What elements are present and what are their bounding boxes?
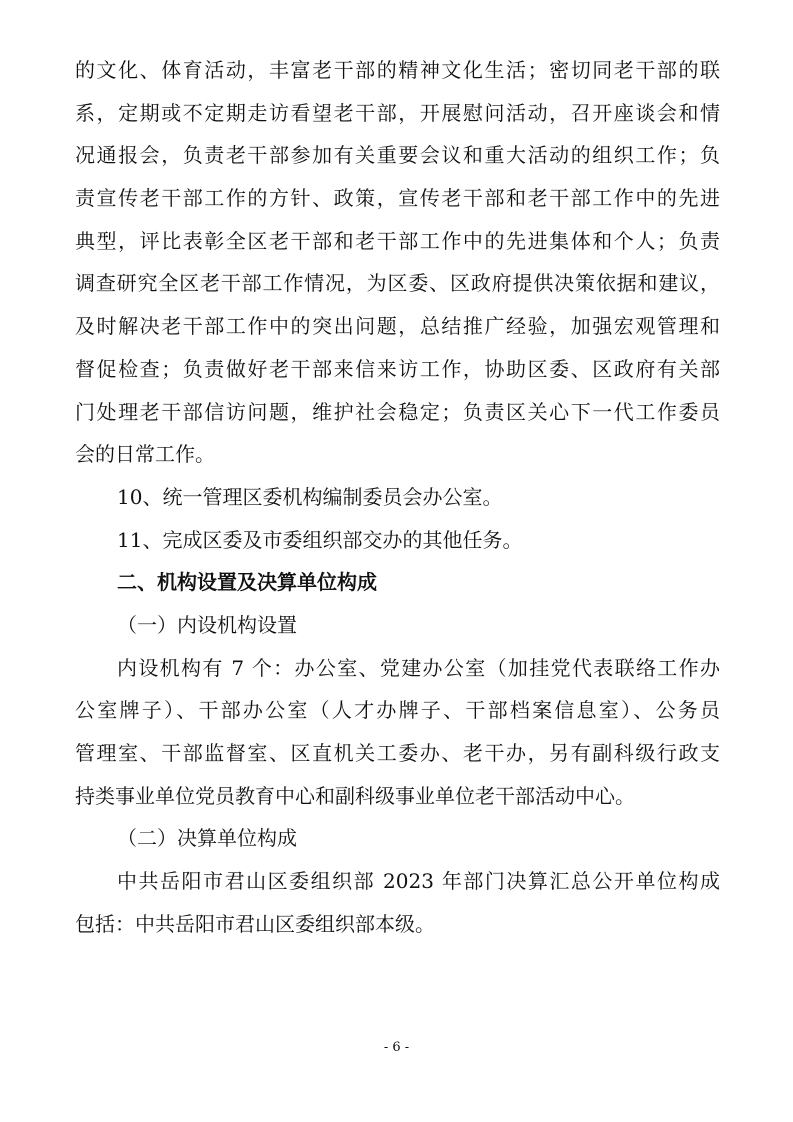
subsection-heading-internal-structure: （一）内设机构设置 <box>117 612 297 637</box>
text-line: 会的日常工作。 <box>75 442 215 467</box>
text-line: 及时解决老干部工作中的突出问题，总结推广经验，加强宏观管理和 <box>75 314 720 339</box>
text-line: 责宣传老干部工作的方针、政策，宣传老干部和老干部工作中的先进 <box>75 186 720 211</box>
page-number: - 6 - <box>383 1040 410 1055</box>
text-line: 门处理老干部信访问题，维护社会稳定；负责区关心下一代工作委员 <box>75 399 720 424</box>
list-item-10: 10、统一管理区委机构编制委员会办公室。 <box>117 484 503 509</box>
text-line: 中共岳阳市君山区委组织部 2023 年部门决算汇总公开单位构成 <box>117 869 720 894</box>
text-line: 持类事业单位党员教育中心和副科级事业单位老干部活动中心。 <box>75 783 635 808</box>
text-line: 内设机构有 7 个：办公室、党建办公室（加挂党代表联络工作办 <box>117 655 720 680</box>
text-line: 的文化、体育活动，丰富老干部的精神文化生活；密切同老干部的联 <box>75 58 720 82</box>
paragraph-duties-continued <box>75 49 720 476</box>
text-line: 督促检查；负责做好老干部来信来访工作，协助区委、区政府有关部 <box>75 356 720 381</box>
text-line: 包括：中共岳阳市君山区委组织部本级。 <box>75 911 435 936</box>
text-line: 管理室、干部监督室、区直机关工委办、老干办，另有副科级行政支 <box>75 741 720 765</box>
paragraph-budget-units <box>75 860 720 945</box>
text-line: 系，定期或不定期走访看望老干部，开展慰问活动，召开座谈会和情 <box>75 100 720 125</box>
list-item-11: 11、完成区委及市委组织部交办的其他任务。 <box>117 527 523 552</box>
document-body <box>75 49 720 945</box>
subsection-heading-budget-units: （二）决算单位构成 <box>117 826 297 851</box>
text-line: 公室牌子）、干部办公室（人才办牌子、干部档案信息室）、公务员 <box>75 698 720 723</box>
paragraph-internal-structure <box>75 647 720 818</box>
text-line: 调查研究全区老干部工作情况，为区委、区政府提供决策依据和建议， <box>75 271 720 296</box>
text-line: 典型，评比表彰全区老干部和老干部工作中的先进集体和个人；负责 <box>75 228 720 253</box>
section-heading: 二、机构设置及决算单位构成 <box>117 570 377 595</box>
text-line: 况通报会，负责老干部参加有关重要会议和重大活动的组织工作；负 <box>75 143 720 168</box>
